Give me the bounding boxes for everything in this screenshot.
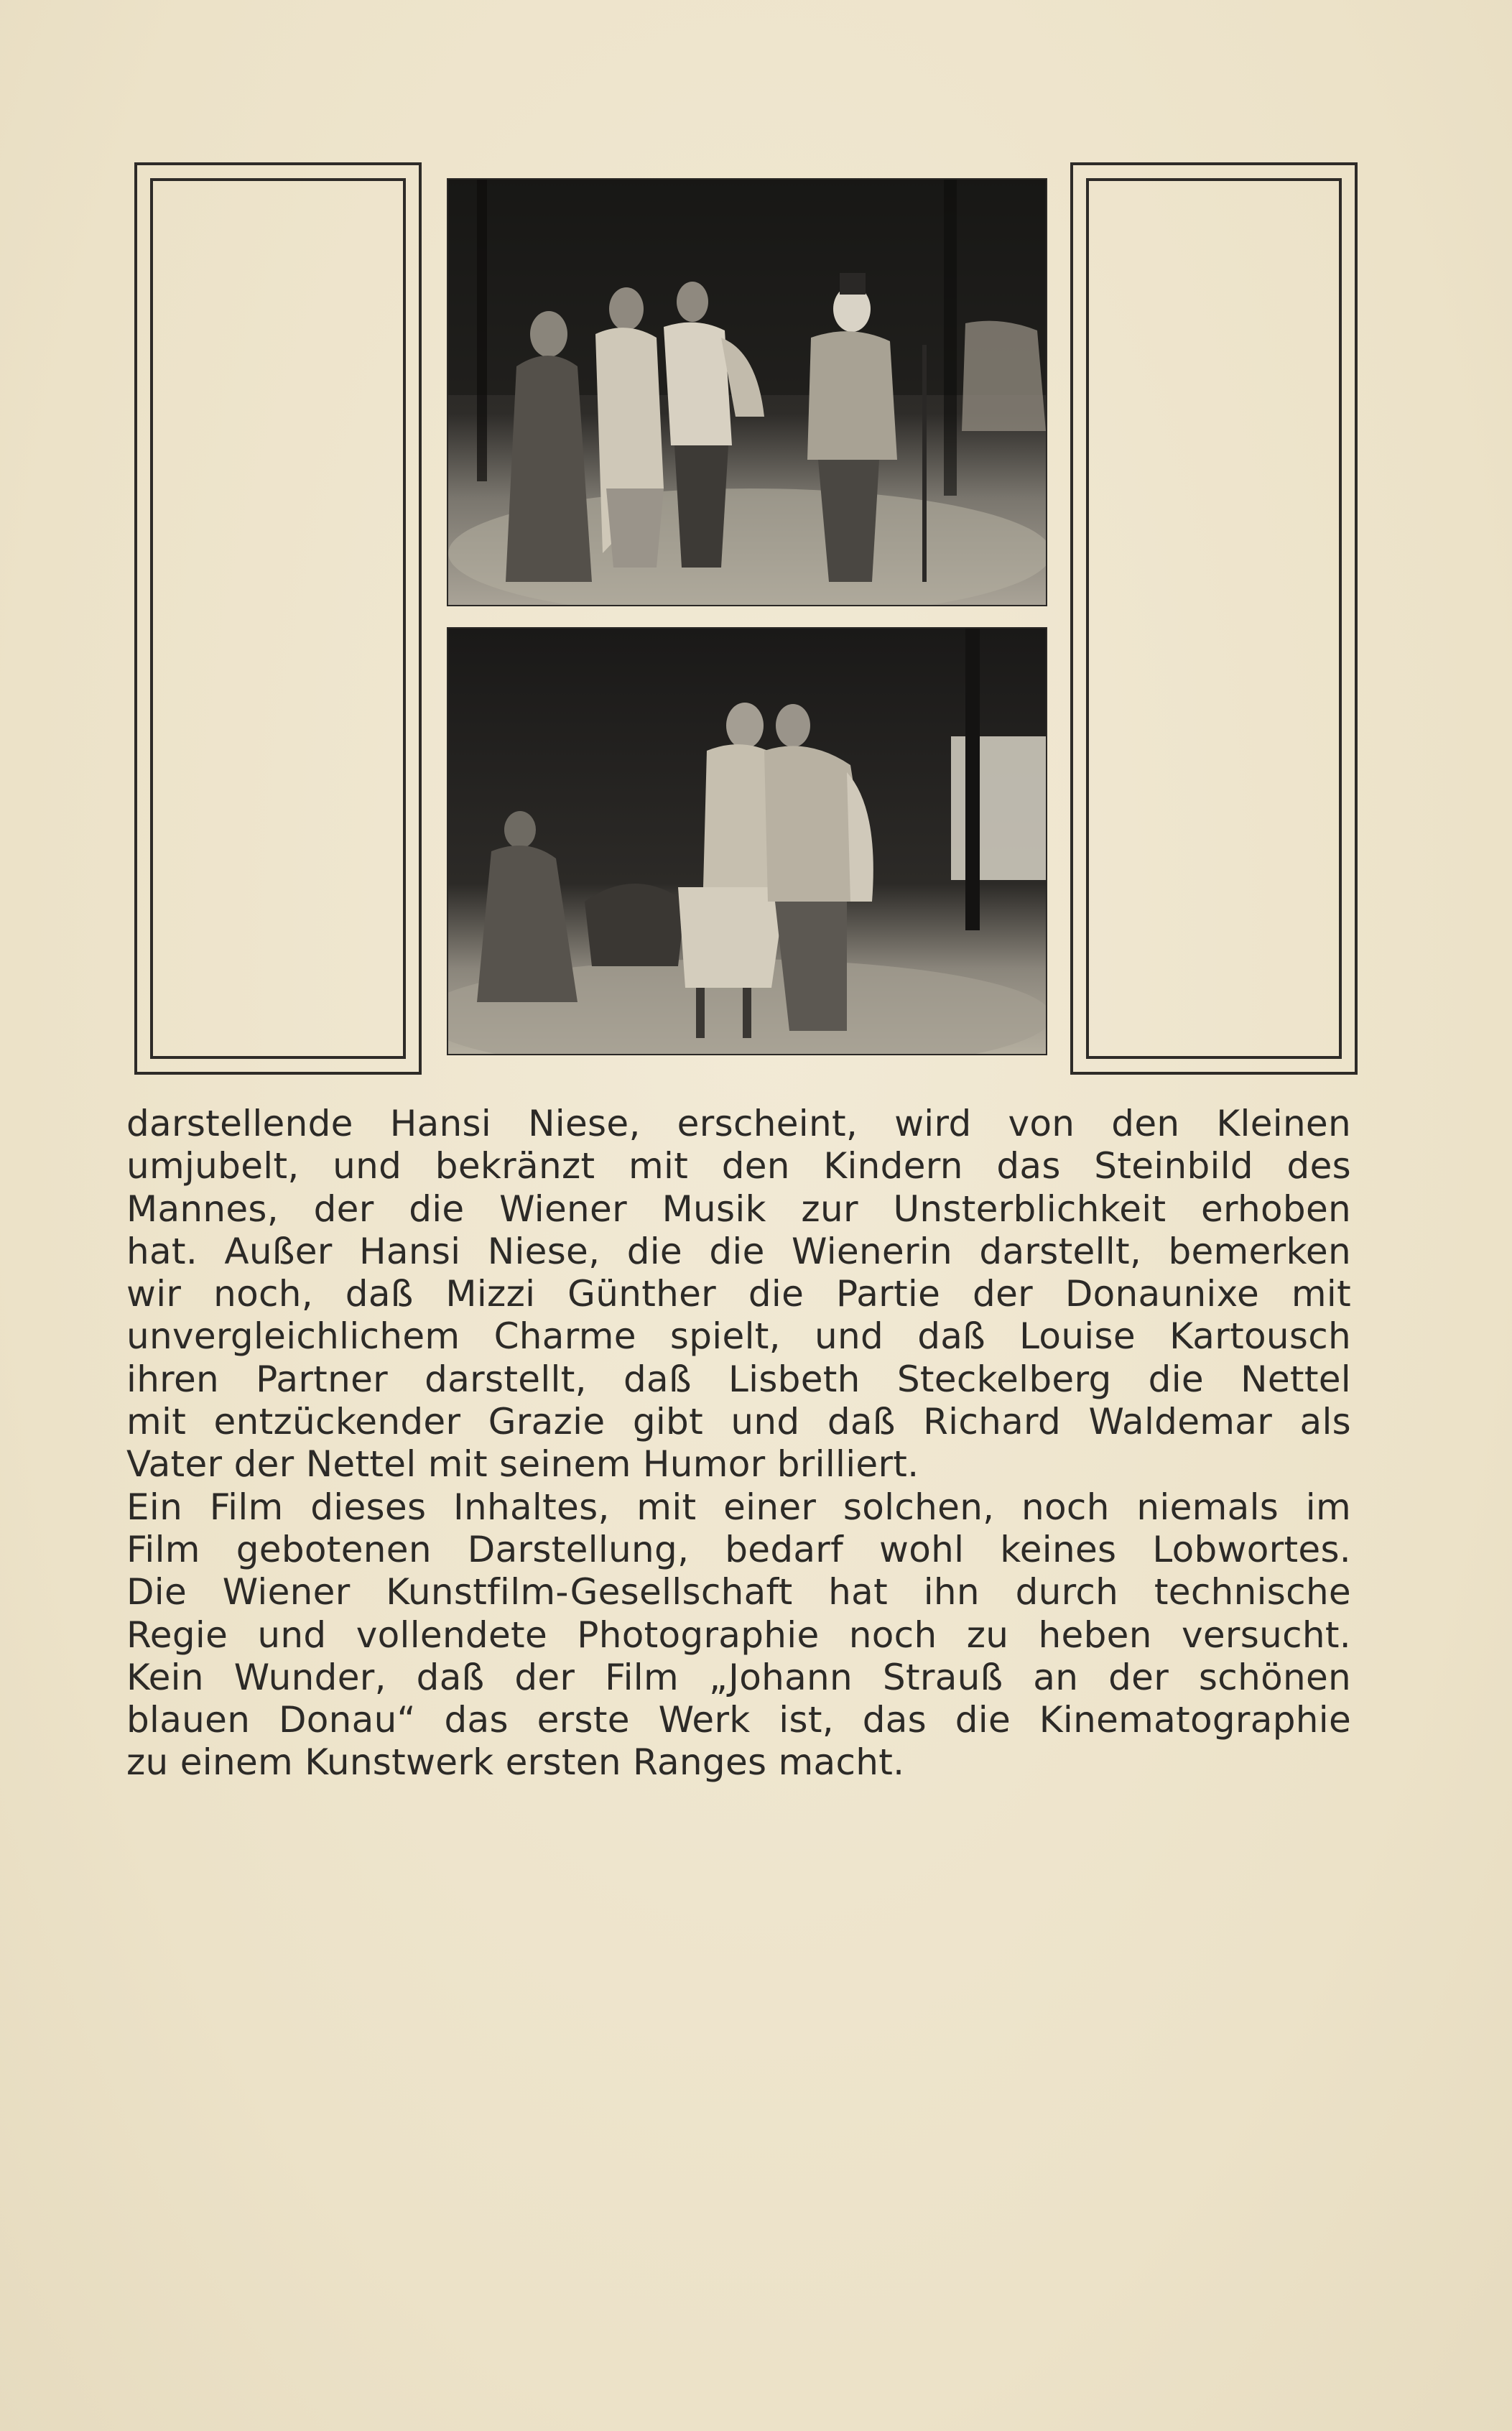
text-line: zu einem Kunstwerk ersten Ranges macht.	[126, 1741, 905, 1784]
top-photograph	[447, 178, 1047, 606]
text-line: mit entzückender Grazie gibt und daß Richard Waldemar als	[126, 1401, 1351, 1443]
text-line: Mannes, der die Wiener Musik zur Unsterblichkeit erhoben	[126, 1187, 1351, 1230]
text-line: darstellende Hansi Niese, erscheint, wird von den Kleinen	[126, 1103, 1351, 1144]
text-line: Regie und vollendete Photographie noch zu heben versucht.	[126, 1613, 1351, 1656]
text-line: Ein Film dieses Inhaltes, mit einer solchen, noch niemals im	[126, 1486, 1351, 1528]
text-line: hat. Außer Hansi Niese, die die Wienerin darstellt, bemerken	[126, 1230, 1351, 1272]
text-line: ihren Partner darstellt, daß Lisbeth Steckelberg die Nettel	[126, 1358, 1351, 1400]
text-line: Kein Wunder, daß der Film „Johann Strauß an der schönen	[126, 1656, 1351, 1698]
text-line: blauen Donau“ das erste Werk ist, das die Kinematographie	[126, 1699, 1351, 1741]
text-line: Vater der Nettel mit seinem Humor brilliert.	[126, 1443, 919, 1486]
bottom-photograph	[447, 627, 1047, 1055]
right-frame-inner-border	[1086, 178, 1342, 1059]
article-text	[126, 1103, 1351, 1784]
right-decorative-frame	[1070, 162, 1358, 1075]
top-photo-image	[448, 180, 1046, 605]
left-frame-inner-border	[150, 178, 406, 1059]
text-line: umjubelt, und bekränzt mit den Kindern das Steinbild des	[126, 1145, 1351, 1187]
text-line: Film gebotenen Darstellung, bedarf wohl keines Lobwortes.	[126, 1528, 1351, 1570]
text-line: Die Wiener Kunstfilm-Gesellschaft hat ihn durch technische	[126, 1571, 1351, 1613]
text-line: wir noch, daß Mizzi Günther die Partie der Donaunixe mit	[126, 1273, 1351, 1315]
text-line: unvergleichlichem Charme spielt, und daß Louise Kartousch	[126, 1315, 1351, 1358]
left-decorative-frame	[134, 162, 422, 1075]
bottom-photo-image	[448, 629, 1046, 1054]
